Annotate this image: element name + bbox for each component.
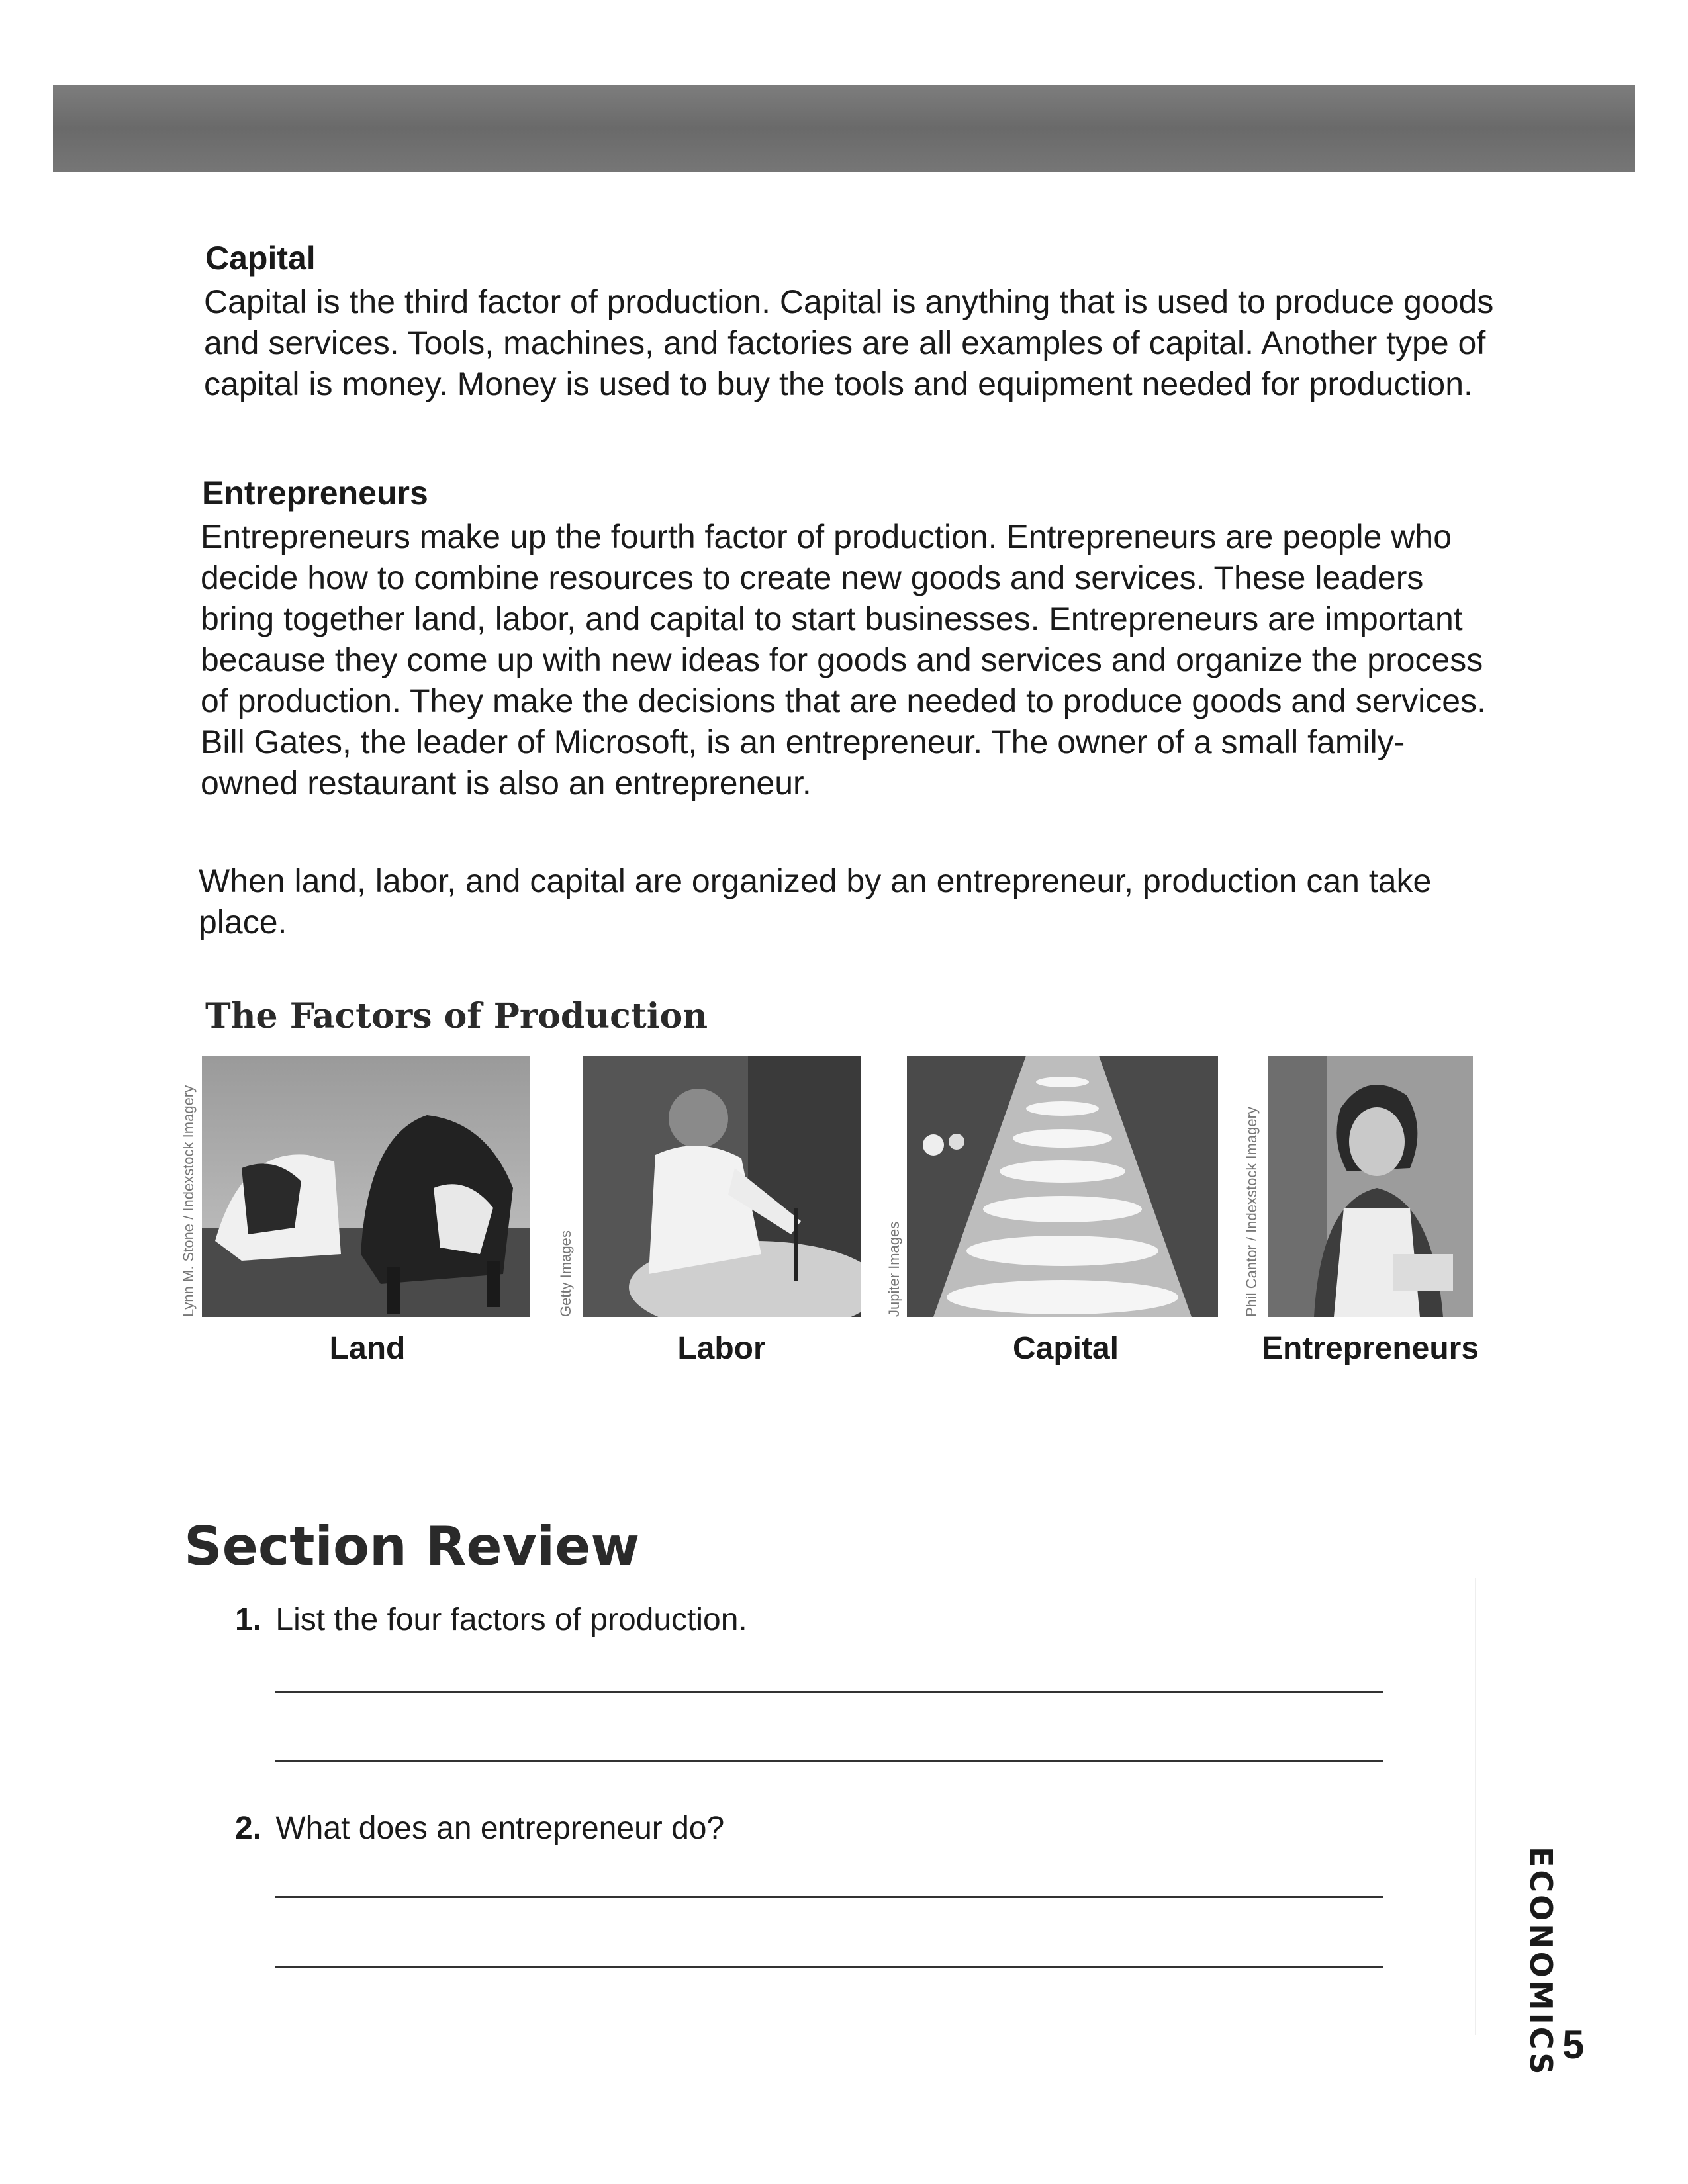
entrepreneurs-paragraph: Entrepreneurs make up the fourth factor of production. Entrepreneurs are people who decide how to combine resources to create new goods and services. These leaders bring together land, labor, and capital to start businesses. Entrepreneurs are important because they come up with new ideas for goods and services and organize the process of production. They make the decisions that are needed to produce goods and services. Bill Gates, the leader of Microsoft, is an entrepreneur. The owner of a small family-owned restaurant is also an entrepreneur.	[201, 518, 1486, 801]
capital-heading: Capital	[205, 240, 316, 277]
entrepreneurs-photo	[1268, 1056, 1473, 1317]
entrepreneurs-caption: Entrepreneurs	[1261, 1331, 1479, 1366]
land-photo-credit: Lynn M. Stone / Indexstock Imagery	[180, 1085, 197, 1317]
section-review-title: Section Review	[184, 1516, 640, 1577]
land-photo	[202, 1056, 530, 1317]
worker-illustration	[583, 1056, 861, 1317]
labor-caption: Labor	[677, 1331, 766, 1366]
question-1-number: 1.	[235, 1602, 262, 1637]
entrepreneurs-photo-credit: Phil Cantor / Indexstock Imagery	[1243, 1107, 1260, 1317]
question-1-answer-line-1[interactable]	[275, 1691, 1383, 1693]
entrepreneurs-heading: Entrepreneurs	[202, 475, 428, 512]
question-2-text: What does an entrepreneur do?	[275, 1811, 725, 1846]
question-2-answer-line-2[interactable]	[275, 1966, 1383, 1968]
labor-photo-credit: Getty Images	[557, 1230, 574, 1317]
capital-caption: Capital	[1012, 1331, 1119, 1366]
question-1-text: List the four factors of production.	[275, 1602, 747, 1637]
cows-illustration	[202, 1056, 530, 1317]
question-2-number: 2.	[235, 1811, 262, 1846]
question-1-answer-line-2[interactable]	[275, 1760, 1383, 1762]
question-2	[235, 1810, 724, 1846]
labor-photo	[583, 1056, 861, 1317]
restaurant-owner-illustration	[1268, 1056, 1473, 1317]
entrepreneurs-closing: When land, labor, and capital are organized by an entrepreneur, production can take place.	[199, 862, 1432, 940]
question-1	[235, 1602, 747, 1638]
page-number: 5	[1562, 2023, 1585, 2067]
capital-paragraph: Capital is the third factor of production. Capital is anything that is used to produce goods and services. Tools, machines, and factories are all examples of capital. Another type of capital is money. Money is used to buy the tools and equipment needed for production.	[204, 283, 1494, 402]
capital-photo-credit: Jupiter Images	[886, 1221, 902, 1317]
land-caption: Land	[329, 1331, 406, 1366]
factory-line-illustration	[907, 1056, 1218, 1317]
figure-title: The Factors of Production	[205, 996, 708, 1036]
question-2-answer-line-1[interactable]	[275, 1896, 1383, 1898]
capital-photo	[907, 1056, 1218, 1317]
economics-side-label: ECONOMICS	[1523, 1846, 1559, 2077]
header-band	[53, 85, 1635, 172]
